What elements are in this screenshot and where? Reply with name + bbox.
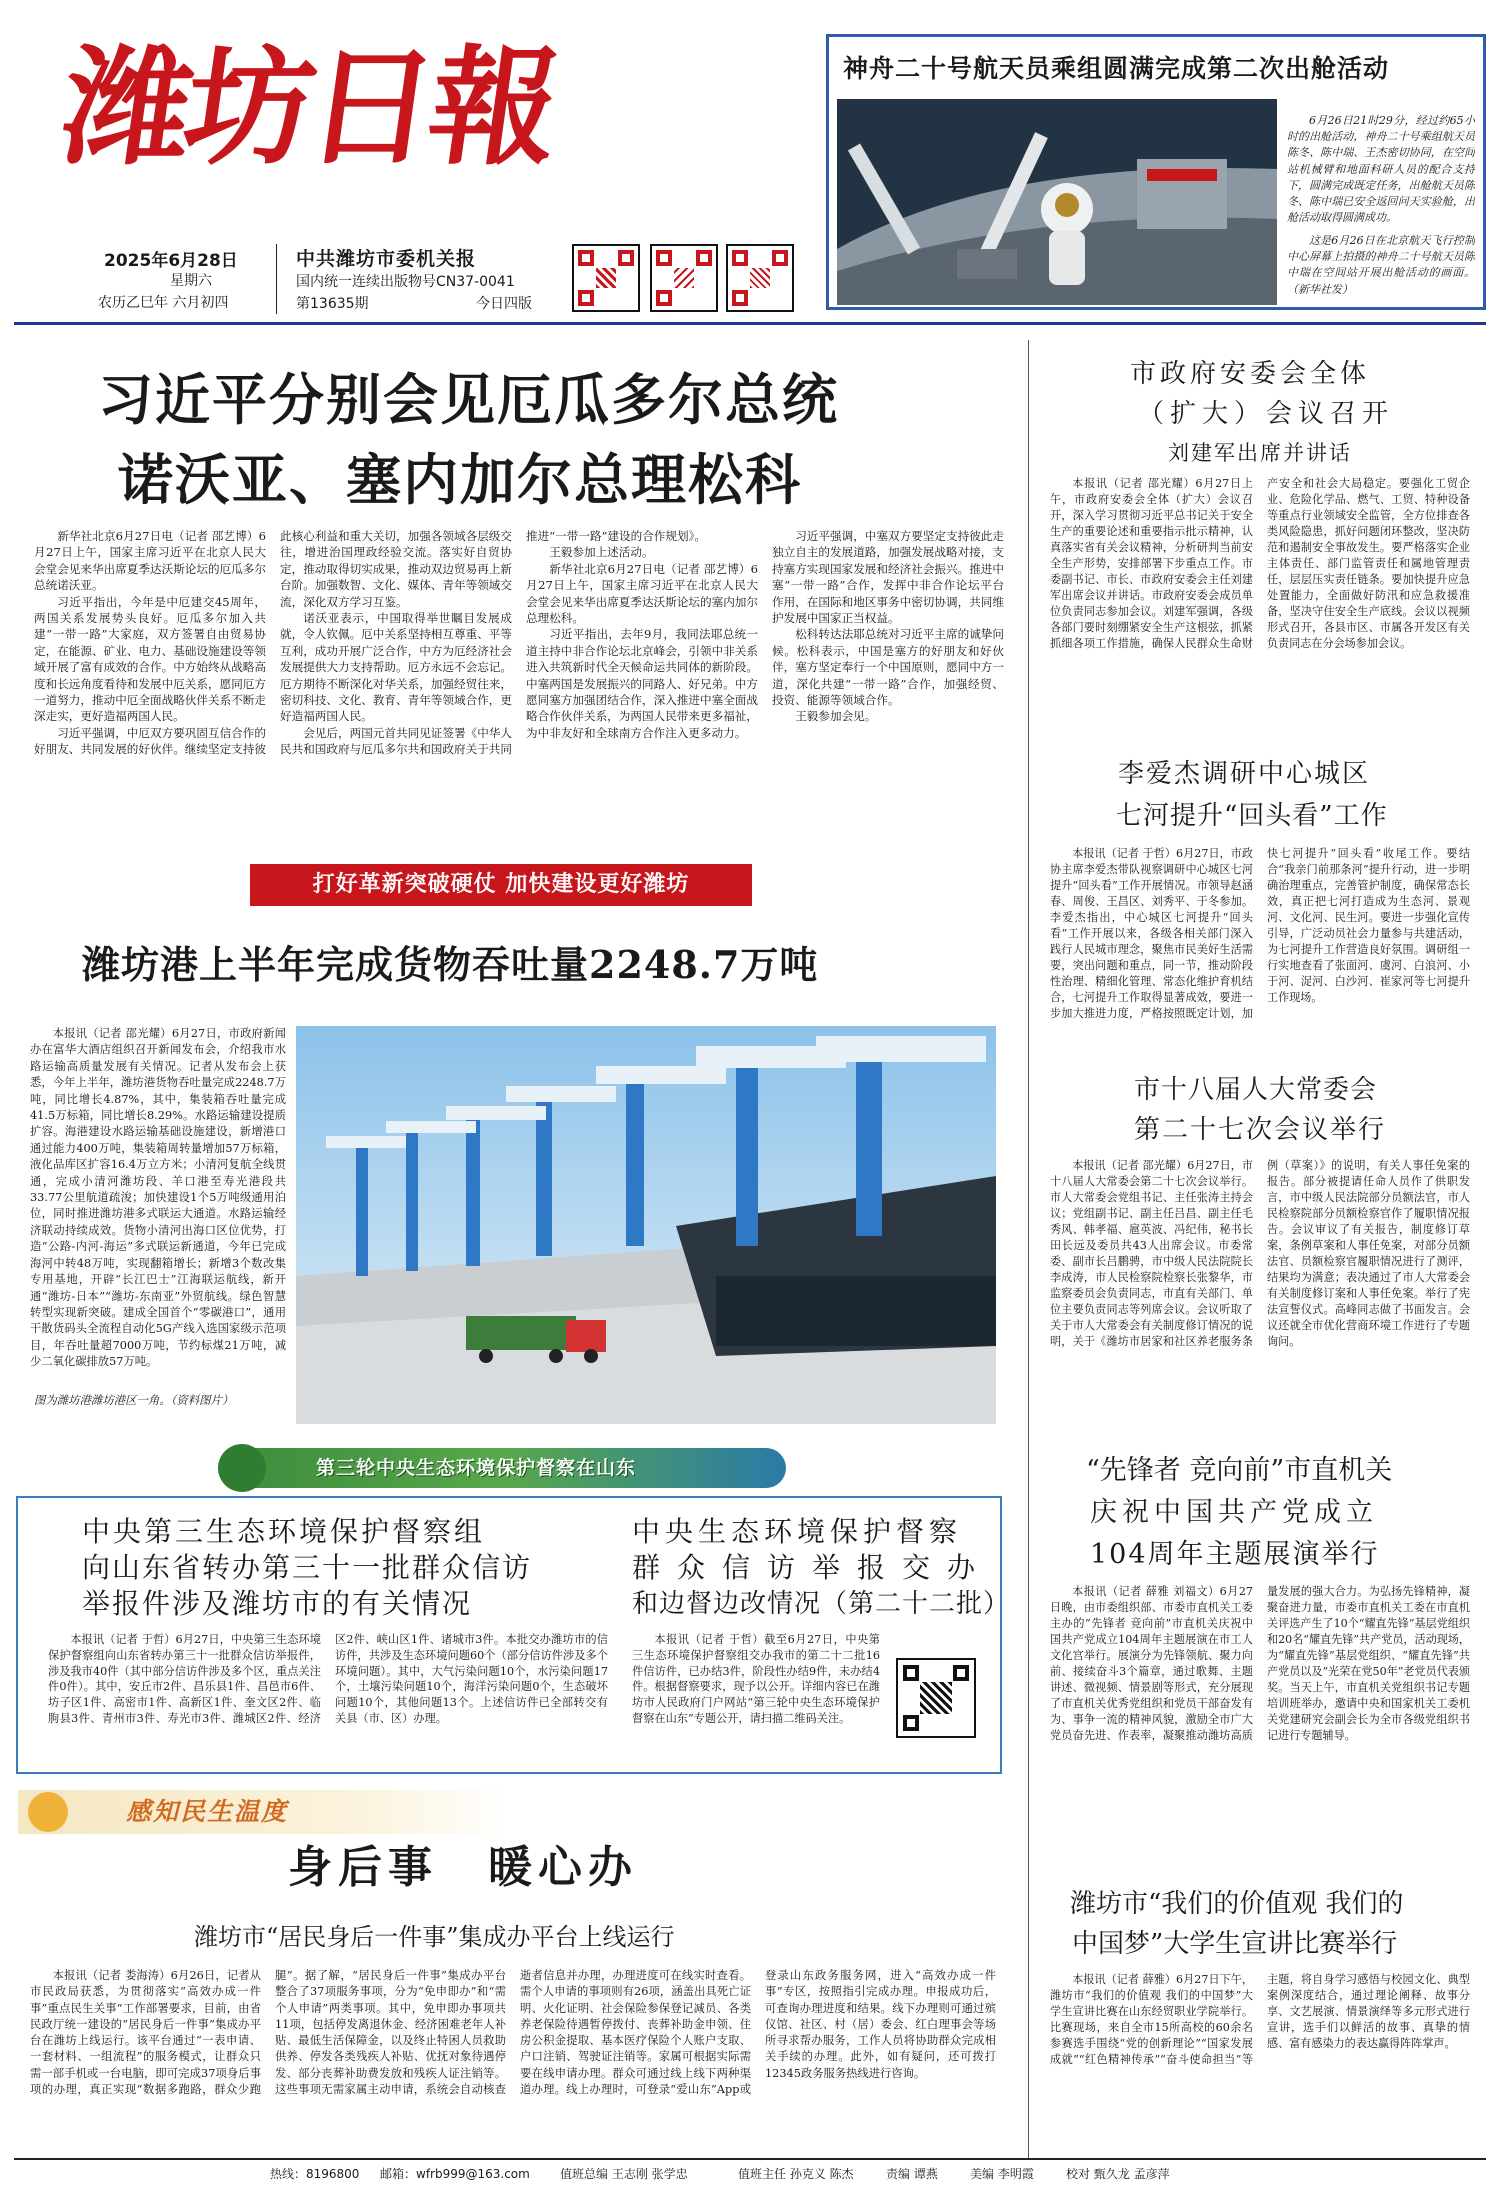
lead-paragraph: 会见后，两国元首共同见证签署《中华人民共和国政府与厄瓜多尔共和国政府关于共同推进“一带一路”建设的合作规划》。 — [280, 529, 706, 757]
port-headline: 潍坊港上半年完成货物吞吐量2248.7万吨 — [82, 942, 819, 987]
lead-paragraph: 松科转达法耶总统对习近平主席的诚挚问候。松科表示，中国是塞方的好朋友和好伙伴，塞方坚定奉行一个中国原则，愿同中方一道，深化共建“一带一路”合作，加强经贸、投资、能源等领域合作。 — [772, 627, 1004, 708]
inspection-left-body: 本报讯（记者 于哲）6月27日，中央第三生态环境保护督察组向山东省转办第三十一批群众信访举报件，涉及我市40件（其中部分信访件涉及多个区，重点关注件0件）。其中，安丘市2件、昌乐县1件、昌邑市6件、坊子区1件、高密市1件、高新区1件、奎文区2件、临朐县3件、青州市3件、寿光市3件、潍城区2件、经济区2件、峡山区1件、诸城市3件。本批交办潍坊市的信访件，共涉及生态环境问题60个（部分信访件涉及多个环境问题）。其中，大气污染问题10个，水污染问题17个，土壤污染问题10个，海洋污染问题0个，生态破坏问题10个，其他问题13个。上述信访件已全部转交有关县（市、区）办理。 — [48, 1633, 608, 1725]
lead-headline-line2: 诺沃亚、塞内加尔总理松科 — [118, 447, 803, 512]
inspection-right-body: 本报讯（记者 于哲）截至6月27日，中央第三生态环境保护督察组交办我市的第二十二批16件信访件，已办结3件，阶段性办结9件，未办结4件。根据督察要求，现予以公开。详细内容已在潍坊市人民政府门户网站“第三轮中央生态环境保护督察在山东”专题公开，请扫描二维码关注。 — [632, 1633, 880, 1725]
page-count: 今日四版 — [476, 296, 532, 312]
side3-title2: 第二十七次会议举行 — [1134, 1115, 1387, 1145]
inspection-left-title1: 中央第三生态环境保护督察组 — [82, 1515, 486, 1548]
footer-email: 邮箱：wfrb999@163.com — [380, 2167, 530, 2181]
inspection-left-title2: 向山东省转办第三十一批群众信访 — [82, 1551, 533, 1584]
qr-code-icon[interactable] — [896, 1658, 976, 1738]
side5-title2: 中国梦”大学生宣讲比赛举行 — [1072, 1929, 1398, 1959]
side2-title2: 七河提升“回头看”工作 — [1116, 801, 1388, 831]
lead-paragraph: 习近平指出，今年是中厄建交45周年，两国关系发展势头良好。厄瓜多尔加入共建“一带一路”大家庭，双方签署自由贸易协定，在能源、矿业、电力、基础设施建设等领域开展了富有成效的合作。中方始终从战略高度和长远角度看待和发展中厄关系，愿同厄方一道努力，推动中厄全面战略伙伴关系不断走深走实，更好造福两国人民。 — [34, 594, 266, 724]
minsheng-banner — [18, 1790, 508, 1834]
lead-paragraph: 习近平强调，中厄双方要巩固互信合作的好朋友、共同发展的好伙伴。继续坚定支持彼此核心利益和重大关切，加强各领域各层级交往，增进治国理政经验交流。落实好自贸协定，推动取得切实成果，推动双边贸易再上新台阶。加强数智、文化、媒体、青年等领域交流，深化双方学习互鉴。 — [34, 529, 512, 757]
organ-name: 中共潍坊市委机关报 — [296, 248, 477, 270]
lead-paragraph: 王毅参加上述活动。 — [549, 545, 654, 560]
top-story-caption-photo: 这是6月26日在北京航天飞行控制中心屏幕上拍摄的神舟二十号航天员陈中瑞在空间站开展出舱活动的画面。 （新华社发） — [1287, 234, 1475, 296]
spacewalk-photo — [837, 99, 1277, 305]
top-story-caption: 6月26日21时29分，经过约65小时的出舱活动，神舟二十号乘组航天员陈冬、陈中瑞、王杰密切协同，在空间站机械臂和地面科研人员的配合支持下，圆满完成既定任务，出舱航天员陈冬、陈中瑞已安全返回问天实验舱，出舱活动取得圆满成功。 — [1287, 114, 1475, 225]
footer-hotline: 热线：8196800 — [270, 2167, 360, 2181]
tree-icon — [218, 1444, 266, 1492]
masthead — [0, 0, 1500, 320]
masthead-rule — [14, 322, 1486, 325]
qr-code-icon[interactable] — [650, 244, 718, 312]
side1-title3: 刘建军出席并讲话 — [1168, 441, 1352, 465]
inspection-right-title2: 群众信访举报交办 — [632, 1551, 993, 1584]
footer-designer: 美编 李明霞 — [970, 2167, 1034, 2181]
side4-body: 本报讯（记者 薛雅 刘福文）6月27日晚，由市委组织部、市委市直机关工委主办的“先锋者 竞向前”市直机关庆祝中国共产党成立104周年主题展演在市工人文化宫举行。展演分为先锋领航、聚力向前、接续奋斗3个篇章，通过歌舞、主题讲述、微视频、情景剧等形式，充分展现了市直机关优秀党组织和党员干部奋发有为、事争一流的精神风貌，激励全市广大党员奋先进、作表率，凝聚推动潍坊高质量发展的强大合力。为弘扬先锋精神，凝聚奋进力量，市委市直机关工委在市直机关评选产生了10个“耀直先锋”基层党组织和20名“耀直先锋”共产党员，活动现场，为“耀直先锋”基层党组织、“耀直先锋”共产党员以及“光荣在党50年”老党员代表颁奖。当天上午，市直机关党组织书记专题培训班举办，邀请中央和国家机关工委机关党建研究会副会长为全市各级党组织书记进行专题辅导。 — [1050, 1585, 1470, 1742]
qr-code-icon[interactable] — [726, 244, 794, 312]
lead-headline-line1: 习近平分别会见厄瓜多尔总统 — [98, 367, 840, 432]
side3-title1: 市十八届人大常委会 — [1134, 1075, 1378, 1105]
issue-lunar: 农历乙巳年 六月初四 — [98, 295, 229, 311]
side1-title1: 市政府安委会全体 — [1130, 359, 1371, 389]
footer-editor-chief: 值班总编 王志刚 张学忠 — [560, 2167, 688, 2181]
lead-paragraph: 诺沃亚表示，中国取得举世瞩目发展成就，令人钦佩。厄中关系坚持相互尊重、平等互利，成功开展广泛合作，中方为厄经济社会发展提供大力支持帮助。厄方永远不会忘记。厄方期待不断深化对华关系，加强经贸往来，密切科技、文化、教育、青年等领域合作，更好造福两国人民。 — [280, 611, 512, 724]
footer — [0, 2162, 1500, 2186]
top-story-title: 神舟二十号航天员乘组圆满完成第二次出舱活动 — [843, 54, 1390, 83]
issue-number: 第13635期 — [296, 296, 369, 312]
inspection-right-title3: 和边督边改情况（第二十二批） — [632, 1589, 1011, 1619]
lead-paragraph: 习近平强调，中塞双方要坚定支持彼此走独立自主的发展道路，加强发展战略对接，支持塞方实现国家发展和经济社会振兴。推进中塞“一带一路”合作，发挥中非合作论坛平台作用，在国际和地区事务中密切协调，共同维护发展中国家正当权益。 — [772, 529, 1004, 626]
side4-title1: “先锋者 竞向前”市直机关 — [1086, 1455, 1393, 1486]
sun-icon — [28, 1792, 68, 1832]
footer-rule — [14, 2158, 1486, 2160]
side5-title1: 潍坊市“我们的价值观 我们的 — [1070, 1889, 1404, 1919]
masthead-divider — [276, 244, 277, 314]
footer-editor: 责编 谭燕 — [886, 2167, 938, 2181]
issue-weekday: 星期六 — [170, 273, 212, 289]
port-body: 本报讯（记者 邵光耀）6月27日，市政府新闻办在富华大酒店组织召开新闻发布会，介绍我市水路运输高质量发展有关情况。记者从发布会上获悉，今年上半年，潍坊港货物吞吐量完成2248.7万吨，同比增长4.87%，其中，集装箱吞吐量完成41.5万标箱，同比增长8.29%。水路运输建设提质扩容。海港建设水路运输基础设施建设，新增港口通过能力400万吨，集装箱周转量增加57万标箱，液化品库区扩容16.4万立方米；小清河复航全线贯通，完成小清河潍坊段、羊口港至寿光港段共33.77公里航道疏浚；加快建设1个5万吨级通用泊位，同时推进潍坊港多式联运大通道。水路运输经济联动持续成效。货物小清河出海口区位优势，打造“公路-内河-海运”多式联运新通道，今年已完成海河中转48万吨，实现翻箱增长；新增3个数改集专用基地，开辟“长江巴士”江海联运航线，新开通“潍坊-日本”“潍坊-东南亚”外贸航线。绿色智慧转型实现新突破。建成全国首个“零碳港口”，通用干散货码头全流程自动化5G产线入选国家级示范项目，年吞吐量超7000万吨，节约标煤21万吨，减少二氧化碳排放57万吨。 — [30, 1027, 286, 1369]
side1-title2: （扩大）会议召开 — [1138, 399, 1395, 429]
issue-date: 2025年6月28日 — [104, 251, 238, 271]
side4-title3: 104周年主题展演举行 — [1090, 1539, 1380, 1570]
minsheng-headline: 身后事 暖心办 — [288, 1842, 638, 1893]
side2-body: 本报讯（记者 于哲）6月27日，市政协主席李爱杰带队视察调研中心城区七河提升“回头看”工作开展情况。市领导赵涵春、周俊、王昌区、刘秀平、于冬参加。李爱杰指出，中心城区七河提升“回头看”工作开展以来，各级各相关部门深入践行人民城市理念，聚焦市民美好生活需要，突出问题和重点，同一节，推动阶段性治理、精细化管理、常态化维护育机结合，七河提升工作取得显著成效，要进一步加大推进力度，严格按照既定计划，加快七河提升“回头看”收尾工作。要结合“我亲门前那条河”提升行动，进一步明确治理重点，完善管护制度，确保常态长效，真正把七河打造成为生态河、景观河、文化河、民生河。要进一步强化宣传引导，广泛动员社会力量参与共建活动，为七河提升工作营造良好氛围。调研组一行实地查看了张面河、虞河、白浪河、小于河、浞河、白沙河、崔家河等七河提升工作现场。 — [1050, 847, 1470, 1020]
side2-title1: 李爱杰调研中心城区 — [1118, 759, 1371, 789]
column-divider — [1028, 340, 1029, 2160]
inspection-box — [16, 1496, 1011, 1774]
lead-paragraph: 王毅参加会见。 — [795, 709, 877, 724]
lead-paragraph: 习近平指出，去年9月，我同法耶总统一道主持中非合作论坛北京峰会，引领中非关系进入共筑新时代全天候命运共同体的新阶段。中塞两国是发展振兴的同路人、好兄弟。中方愿同塞方加强团结合作，深入推进中塞全面战略合作伙伴关系，为两国人民带来更多福祉，为中非友好和全球南方合作注入更多动力。 — [526, 627, 758, 740]
slogan-banner — [250, 864, 752, 906]
footer-editor-duty: 值班主任 孙克义 陈杰 — [738, 2167, 854, 2181]
minsheng-body: 本报讯（记者 娄海涛）6月26日，记者从市民政局获悉，为贯彻落实“高效办成一件事”重点民生关事“工作部署要求，目前，由省民政厅统一建设的“居民身后一件事”集成办平台在潍坊上线运行。该平台通过“一表申请、一套材料、一组流程”的服务模式，让群众只需一部手机或一台电脑，即可完成37项身后事项的办理，真正实现“数据多跑路，群众少跑腿”。据了解，“居民身后一件事”集成办平台整合了37项服务事项，分为“免申即办”和“需个人申请”两类事项。其中，免申即办事项共11项，包括停发离退休金、经济困难老年人补贴、最低生活保障金，以及终止特困人员救助供养、停发各类残疾人补贴、优抚对象待遇停发、部分丧葬补助费发放和残疾人证注销等。这些事项无需家属主动申请，系统会自动核查逝者信息并办理，办理进度可在线实时查看。需个人申请的事项则有26项，涵盖出具死亡证明、火化证明、社会保险参保登记减员、各类养老保险待遇暂停拨付、丧葬补助金申领、住房公积金提取、基本医疗保险个人账户支取、户口注销、驾驶证注销等。家属可根据实际需要在线申请办理。群众可通过线上线下两种渠道办理。线上办理时，可登录“爱山东”App或登录山东政务服务网，进入“高效办成一件事”专区，按照指引完成办理。申报成功后，可查询办理进度和结果。线下办理则可通过殡仪馆、社区、村（居）委会、红白理事会等场所寻求帮办服务，工作人员将协助群众完成相关手续的办理。此外，如有疑问，还可拨打12345政务服务热线进行咨询。 — [30, 1969, 996, 2097]
minsheng-banner-text: 感知民生温度 — [126, 1797, 289, 1826]
side3-body: 本报讯（记者 邵光耀）6月27日，市十八届人大常委会第二十七次会议举行。市人大常委会党组书记、主任张涛主持会议；党组副书记、副主任吕昌、副主任毛秀风、韩孝福、扈英波、冯纪伟，秘书长田长远及委员共43人出席会议。市委常委、副市长吕鹏骋，市中级人民法院院长李成涛，市人民检察院检察长张黎华，市监察委员会负责同志，市直有关部门、单位主要负责同志等列席会议。会议听取了关于市人大常委会有关制度修订情况的说明，关于《潍坊市居家和社区养老服务条例（草案）》的说明，有关人事任免案的报告。部分被提请任命人员作了供职发言，市中级人民法院部分员额法官，市人民检察院部分员额检察官作了履职情况报告。会议审议了有关报告，制度修订草案，条例草案和人事任免案，对部分员额法官、员额检察官履职情况进行了测评，结果均为满意；表决通过了市人大常委会有关制度修订案和人事任免案。举行了宪法宣誓仪式。高峰同志做了书面发言。会议还就全市优化营商环境工作进行了专题询问。 — [1050, 1159, 1470, 1348]
port-photo-caption: 图为潍坊港潍坊港区一角。（资料图片） — [34, 1393, 234, 1407]
slogan-text: 打好革新突破硬仗 加快建设更好潍坊 — [312, 872, 690, 897]
lead-paragraph: 新华社北京6月27日电（记者 邵艺博）6月27日上午，国家主席习近平在北京人民大会堂会见来华出席夏季达沃斯论坛的厄瓜多尔总统诺沃亚。 — [34, 529, 266, 593]
inspection-right-title1: 中央生态环境保护督察 — [632, 1515, 963, 1548]
side5-body: 本报讯（记者 薛雅）6月27日下午，潍坊市“我们的价值观 我们的中国梦”大学生宣讲比赛在山东经贸职业学院举行。比赛现场，来自全市15所高校的60余名参赛选手围绕“党的创新理论”“国家发展成就”“红色精神传承”“奋斗使命担当”等主题，将自身学习感悟与校园文化、典型案例深度结合，通过理论阐释、故事分享、文艺展演、情景演绎等多元形式进行宣讲，选手们以鲜活的故事、真挚的情感、富有感染力的表达赢得阵阵掌声。 — [1050, 1973, 1470, 2066]
side1-body: 本报讯（记者 邵光耀）6月27日上午，市政府安委会全体（扩大）会议召开，深入学习贯彻习近平总书记关于安全生产的重要论述和重要指示批示精神，认真落实省有关会议精神，分析研判当前安全生产形势，安排部署下步重点工作。市委副书记、市长、市政府安委会主任刘建军出席会议并讲话。市政府安委会成员单位负责同志参加会议。刘建军强调，各级各部门要时刻绷紧安全生产这根弦，抓紧抓细各项工作措施，确保人民群众生命财产安全和社会大局稳定。要强化工贸企业、危险化学品、燃气、工贸、特种设备等重点行业领域安全监管，全方位排查各类风险隐患，抓好问题闭环整改，坚决防范和遏制安全事故发生。要严格落实企业主体责任、部门监管责任和属地管理责任，层层压实责任链条。要加快提升应急处置能力，全面做好防汛和应急救援准备，坚决守住安全生产底线。会议以视频形式召开，各县市区、市属各开发区有关负责同志在分会场参加会议。 — [1050, 477, 1470, 650]
footer-proofreader: 校对 甄久龙 孟彦萍 — [1066, 2167, 1170, 2181]
side4-title2: 庆祝中国共产党成立 — [1090, 1497, 1378, 1528]
newspaper-logo: 潍坊日報 — [53, 33, 563, 183]
inspection-left-title3: 举报件涉及潍坊市的有关情况 — [82, 1587, 473, 1620]
lead-body — [34, 528, 1004, 840]
lead-paragraph: 新华社北京6月27日电（记者 邵艺博）6月27日上午，国家主席习近平在北京人民大会堂会见来华出席夏季达沃斯论坛的塞内加尔总理松科。 — [526, 561, 758, 626]
cn-number: 国内统一连续出版物号CN37-0041 — [296, 274, 515, 290]
inspection-banner-text: 第三轮中央生态环境保护督察在山东 — [316, 1457, 637, 1479]
minsheng-subheadline: 潍坊市“居民身后一件事”集成办平台上线运行 — [194, 1923, 675, 1951]
qr-code-icon[interactable] — [572, 244, 640, 312]
port-photo — [296, 1026, 996, 1424]
top-story-box — [826, 34, 1486, 310]
inspection-banner — [226, 1448, 786, 1488]
